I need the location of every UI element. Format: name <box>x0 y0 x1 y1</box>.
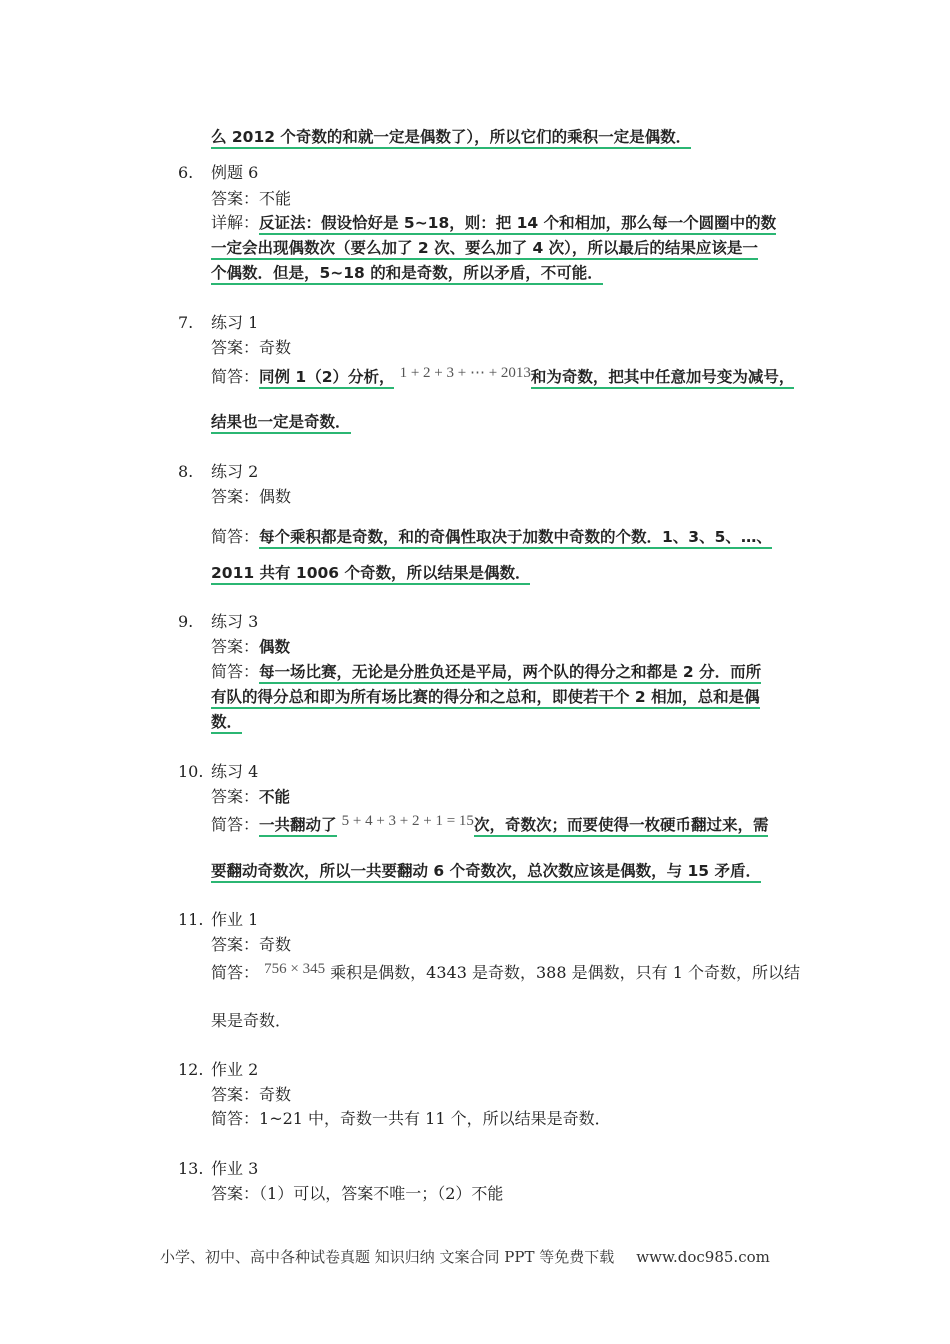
item-number: 9. <box>178 612 194 631</box>
formula: 756 × 345 <box>264 961 326 977</box>
brief-line: 果是奇数． <box>211 1011 292 1030</box>
formula: 1 + 2 + 3 + ⋯ + 2013 <box>399 365 531 381</box>
detail-line: 一定会出现偶数次（要么加了 2 次、要么加了 4 次），所以最后的结果应该是一 <box>211 237 758 259</box>
answer-line: 答案：（1）可以，答案不唯一；（2）不能 <box>211 1184 504 1203</box>
answer-line: 答案：不能 <box>211 189 292 208</box>
answer-value: （1）可以，答案不唯一；（2）不能 <box>259 1184 504 1203</box>
answer-value: 不能 <box>259 788 291 806</box>
item-title: 作业 2 <box>211 1060 259 1079</box>
answer-line: 答案：偶数 <box>211 487 292 506</box>
item-title: 练习 2 <box>211 462 259 481</box>
answer-value: 奇数 <box>259 935 292 954</box>
answer-line: 答案：奇数 <box>211 935 292 954</box>
answer-line: 答案：奇数 <box>211 1085 292 1104</box>
item-number: 13. <box>178 1159 204 1178</box>
brief-line: 有队的得分总和即为所有场比赛的得分和之总和，即使若干个 2 相加，总和是偶 <box>211 686 760 708</box>
answer-line: 答案：奇数 <box>211 338 292 357</box>
answer-value: 不能 <box>259 189 292 208</box>
footer-text: 小学、初中、高中各种试卷真题 知识归纳 文案合同 PPT 等免费下载 <box>160 1248 615 1266</box>
detail-line: 详解：反证法：假设恰好是 5~18，则：把 14 个和相加，那么每一个圆圈中的数 <box>211 212 776 234</box>
answer-value: 偶数 <box>259 487 292 506</box>
brief-line: 简答： 756 × 345 乘积是偶数，4343 是奇数，388 是偶数，只有 1 个奇数，所以结 <box>211 961 800 982</box>
item-title: 练习 3 <box>211 612 259 631</box>
brief-line: 数． <box>211 711 242 733</box>
answer-value: 偶数 <box>259 638 291 656</box>
item-title: 练习 1 <box>211 313 259 332</box>
answer-value: 奇数 <box>259 338 292 357</box>
item-number: 8. <box>178 462 194 481</box>
answer-value: 奇数 <box>259 1085 292 1104</box>
continued-text: 么 2012 个奇数的和就一定是偶数了），所以它们的乘积一定是偶数． <box>211 126 691 148</box>
item-number: 6. <box>178 163 194 182</box>
item-number: 12. <box>178 1060 204 1079</box>
footer-link[interactable]: www.doc985.com <box>636 1248 770 1266</box>
item-number: 7. <box>178 313 194 332</box>
brief-line: 简答：1~21 中，奇数一共有 11 个，所以结果是奇数． <box>211 1109 611 1128</box>
brief-line: 简答：每个乘积都是奇数，和的奇偶性取决于加数中奇数的个数．1、3、5、…、 <box>211 526 772 548</box>
item-title: 作业 3 <box>211 1159 259 1178</box>
brief-line: 简答：同例 1（2）分析， 1 + 2 + 3 + ⋯ + 2013和为奇数，把其中任意加号变为减号， <box>211 366 794 389</box>
brief-line: 结果也一定是奇数． <box>211 411 351 433</box>
formula: 5 + 4 + 3 + 2 + 1 = 15 <box>341 813 474 829</box>
item-title: 例题 6 <box>211 163 259 182</box>
item-number: 11. <box>178 910 204 929</box>
item-title: 作业 1 <box>211 910 259 929</box>
item-title: 练习 4 <box>211 762 259 781</box>
detail-line: 个偶数．但是，5~18 的和是奇数，所以矛盾，不可能． <box>211 262 603 284</box>
answer-line: 答案：不能 <box>211 787 291 806</box>
page-footer <box>160 1246 770 1267</box>
brief-line: 2011 共有 1006 个奇数，所以结果是偶数． <box>211 562 530 584</box>
item-number: 10. <box>178 762 204 781</box>
brief-line: 简答：一共翻动了 5 + 4 + 3 + 2 + 1 = 15次，奇数次；而要使得一枚硬币翻过来，需 <box>211 814 768 837</box>
brief-line: 要翻动奇数次，所以一共要翻动 6 个奇数次，总次数应该是偶数，与 15 矛盾． <box>211 860 761 882</box>
answer-line: 答案：偶数 <box>211 637 291 656</box>
brief-line: 简答：每一场比赛，无论是分胜负还是平局，两个队的得分之和都是 2 分．而所 <box>211 661 761 683</box>
